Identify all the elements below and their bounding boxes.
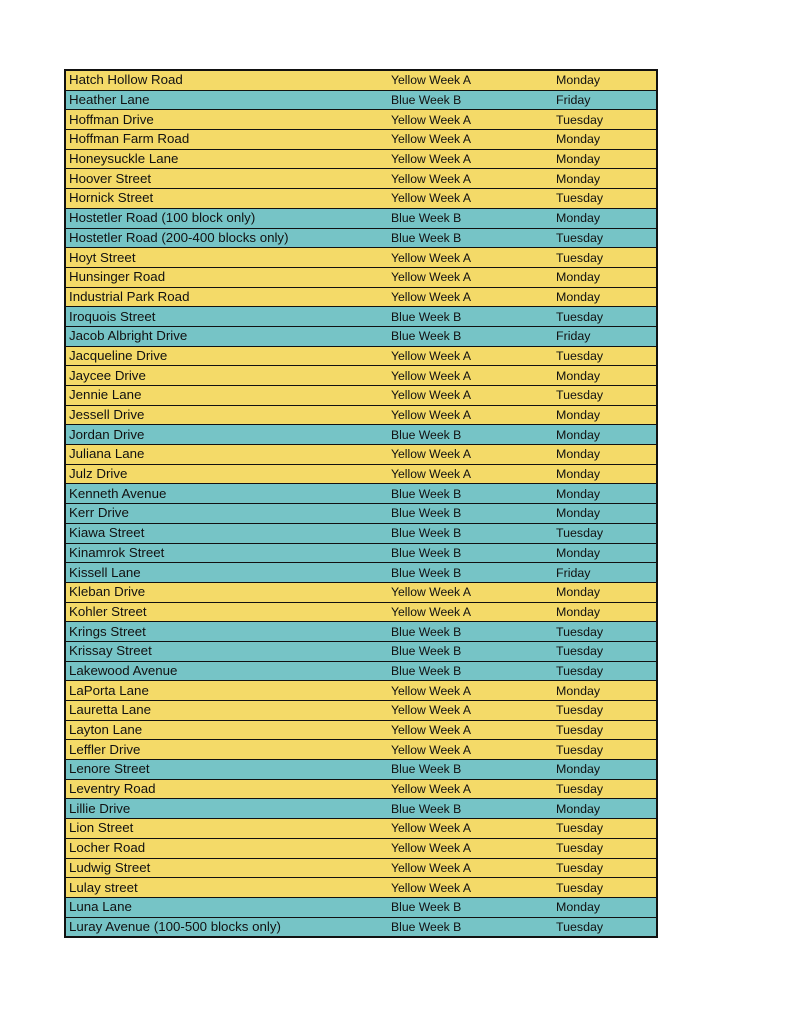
day-cell: Tuesday (551, 386, 657, 406)
week-cell: Yellow Week A (387, 602, 551, 622)
table-row (65, 130, 657, 150)
week-cell: Yellow Week A (387, 779, 551, 799)
week-cell: Blue Week B (387, 326, 551, 346)
week-cell: Yellow Week A (387, 248, 551, 268)
table-row (65, 504, 657, 524)
street-cell: Iroquois Street (65, 307, 387, 327)
street-cell: Kinamrok Street (65, 543, 387, 563)
street-cell: Kerr Drive (65, 504, 387, 524)
day-cell: Tuesday (551, 838, 657, 858)
week-cell: Blue Week B (387, 897, 551, 917)
day-cell: Monday (551, 464, 657, 484)
day-cell: Tuesday (551, 622, 657, 642)
table-row (65, 386, 657, 406)
table-row (65, 582, 657, 602)
street-cell: Ludwig Street (65, 858, 387, 878)
day-cell: Monday (551, 287, 657, 307)
street-cell: Hoyt Street (65, 248, 387, 268)
table-row (65, 326, 657, 346)
table-row (65, 464, 657, 484)
week-cell: Blue Week B (387, 90, 551, 110)
week-cell: Yellow Week A (387, 267, 551, 287)
week-cell: Yellow Week A (387, 366, 551, 386)
table-row (65, 228, 657, 248)
day-cell: Friday (551, 90, 657, 110)
week-cell: Yellow Week A (387, 130, 551, 150)
table-row (65, 405, 657, 425)
day-cell: Monday (551, 897, 657, 917)
street-cell: Hunsinger Road (65, 267, 387, 287)
street-cell: Leffler Drive (65, 740, 387, 760)
day-cell: Monday (551, 169, 657, 189)
week-cell: Yellow Week A (387, 858, 551, 878)
street-cell: Lenore Street (65, 760, 387, 780)
table-row (65, 248, 657, 268)
day-cell: Monday (551, 799, 657, 819)
week-cell: Blue Week B (387, 484, 551, 504)
street-cell: Juliana Lane (65, 445, 387, 465)
week-cell: Blue Week B (387, 425, 551, 445)
table-row (65, 287, 657, 307)
week-cell: Yellow Week A (387, 445, 551, 465)
day-cell: Monday (551, 149, 657, 169)
day-cell: Monday (551, 543, 657, 563)
week-cell: Blue Week B (387, 799, 551, 819)
week-cell: Yellow Week A (387, 189, 551, 209)
day-cell: Tuesday (551, 110, 657, 130)
street-cell: Kissell Lane (65, 563, 387, 583)
table-row (65, 523, 657, 543)
week-cell: Blue Week B (387, 208, 551, 228)
day-cell: Monday (551, 267, 657, 287)
street-cell: Kleban Drive (65, 582, 387, 602)
week-cell: Yellow Week A (387, 70, 551, 90)
street-cell: Kohler Street (65, 602, 387, 622)
table-row (65, 445, 657, 465)
street-cell: Lulay street (65, 878, 387, 898)
street-cell: Hoffman Farm Road (65, 130, 387, 150)
street-cell: Jessell Drive (65, 405, 387, 425)
week-cell: Blue Week B (387, 917, 551, 937)
table-row (65, 878, 657, 898)
week-cell: Blue Week B (387, 228, 551, 248)
week-cell: Blue Week B (387, 504, 551, 524)
day-cell: Tuesday (551, 819, 657, 839)
week-cell: Yellow Week A (387, 838, 551, 858)
week-cell: Blue Week B (387, 661, 551, 681)
table-row (65, 307, 657, 327)
street-cell: Luna Lane (65, 897, 387, 917)
table-row (65, 110, 657, 130)
day-cell: Tuesday (551, 917, 657, 937)
table-row (65, 425, 657, 445)
table-row (65, 563, 657, 583)
street-cell: Kiawa Street (65, 523, 387, 543)
day-cell: Monday (551, 70, 657, 90)
table-row (65, 661, 657, 681)
table-row (65, 543, 657, 563)
street-cell: Layton Lane (65, 720, 387, 740)
table-row (65, 720, 657, 740)
week-cell: Yellow Week A (387, 701, 551, 721)
week-cell: Blue Week B (387, 523, 551, 543)
week-cell: Yellow Week A (387, 346, 551, 366)
day-cell: Tuesday (551, 523, 657, 543)
day-cell: Monday (551, 760, 657, 780)
table-row (65, 189, 657, 209)
street-cell: Heather Lane (65, 90, 387, 110)
table-row (65, 622, 657, 642)
street-cell: Hatch Hollow Road (65, 70, 387, 90)
street-cell: Jordan Drive (65, 425, 387, 445)
table-row (65, 799, 657, 819)
table-row (65, 740, 657, 760)
day-cell: Tuesday (551, 858, 657, 878)
table-row (65, 897, 657, 917)
week-cell: Blue Week B (387, 641, 551, 661)
day-cell: Monday (551, 582, 657, 602)
street-cell: Honeysuckle Lane (65, 149, 387, 169)
week-cell: Yellow Week A (387, 287, 551, 307)
day-cell: Monday (551, 208, 657, 228)
schedule-table-body (65, 70, 657, 937)
day-cell: Tuesday (551, 189, 657, 209)
day-cell: Tuesday (551, 740, 657, 760)
day-cell: Monday (551, 504, 657, 524)
table-row (65, 917, 657, 937)
week-cell: Yellow Week A (387, 110, 551, 130)
street-cell: Lion Street (65, 819, 387, 839)
week-cell: Blue Week B (387, 622, 551, 642)
day-cell: Tuesday (551, 661, 657, 681)
street-cell: Jacob Albright Drive (65, 326, 387, 346)
table-row (65, 760, 657, 780)
street-cell: Kenneth Avenue (65, 484, 387, 504)
street-cell: Leventry Road (65, 779, 387, 799)
table-row (65, 346, 657, 366)
street-cell: Krissay Street (65, 641, 387, 661)
street-cell: Jennie Lane (65, 386, 387, 406)
day-cell: Tuesday (551, 779, 657, 799)
street-cell: Hoover Street (65, 169, 387, 189)
street-cell: Lauretta Lane (65, 701, 387, 721)
table-row (65, 267, 657, 287)
street-cell: Luray Avenue (100-500 blocks only) (65, 917, 387, 937)
day-cell: Tuesday (551, 878, 657, 898)
table-row (65, 858, 657, 878)
day-cell: Tuesday (551, 346, 657, 366)
week-cell: Yellow Week A (387, 149, 551, 169)
table-row (65, 366, 657, 386)
street-cell: Hostetler Road (100 block only) (65, 208, 387, 228)
street-cell: Jaycee Drive (65, 366, 387, 386)
day-cell: Friday (551, 563, 657, 583)
day-cell: Monday (551, 681, 657, 701)
table-row (65, 681, 657, 701)
table-row (65, 602, 657, 622)
street-cell: Locher Road (65, 838, 387, 858)
street-cell: LaPorta Lane (65, 681, 387, 701)
table-row (65, 208, 657, 228)
week-cell: Blue Week B (387, 760, 551, 780)
day-cell: Tuesday (551, 248, 657, 268)
table-row (65, 701, 657, 721)
week-cell: Yellow Week A (387, 405, 551, 425)
street-cell: Krings Street (65, 622, 387, 642)
street-cell: Industrial Park Road (65, 287, 387, 307)
week-cell: Blue Week B (387, 307, 551, 327)
table-row (65, 838, 657, 858)
table-row (65, 149, 657, 169)
street-cell: Julz Drive (65, 464, 387, 484)
day-cell: Monday (551, 445, 657, 465)
week-cell: Yellow Week A (387, 878, 551, 898)
table-row (65, 641, 657, 661)
table-row (65, 779, 657, 799)
week-cell: Yellow Week A (387, 582, 551, 602)
week-cell: Yellow Week A (387, 464, 551, 484)
day-cell: Friday (551, 326, 657, 346)
week-cell: Yellow Week A (387, 681, 551, 701)
day-cell: Monday (551, 366, 657, 386)
street-cell: Hornick Street (65, 189, 387, 209)
week-cell: Yellow Week A (387, 386, 551, 406)
day-cell: Monday (551, 484, 657, 504)
street-cell: Hostetler Road (200-400 blocks only) (65, 228, 387, 248)
collection-schedule-table (64, 69, 658, 938)
week-cell: Yellow Week A (387, 720, 551, 740)
street-cell: Lillie Drive (65, 799, 387, 819)
street-cell: Lakewood Avenue (65, 661, 387, 681)
table-row (65, 169, 657, 189)
table-row (65, 90, 657, 110)
week-cell: Yellow Week A (387, 169, 551, 189)
street-cell: Jacqueline Drive (65, 346, 387, 366)
day-cell: Monday (551, 130, 657, 150)
table-row (65, 484, 657, 504)
week-cell: Blue Week B (387, 543, 551, 563)
day-cell: Tuesday (551, 720, 657, 740)
day-cell: Monday (551, 602, 657, 622)
day-cell: Tuesday (551, 307, 657, 327)
day-cell: Monday (551, 425, 657, 445)
table-row (65, 70, 657, 90)
table-row (65, 819, 657, 839)
week-cell: Yellow Week A (387, 740, 551, 760)
day-cell: Monday (551, 405, 657, 425)
week-cell: Yellow Week A (387, 819, 551, 839)
day-cell: Tuesday (551, 701, 657, 721)
week-cell: Blue Week B (387, 563, 551, 583)
day-cell: Tuesday (551, 641, 657, 661)
day-cell: Tuesday (551, 228, 657, 248)
street-cell: Hoffman Drive (65, 110, 387, 130)
